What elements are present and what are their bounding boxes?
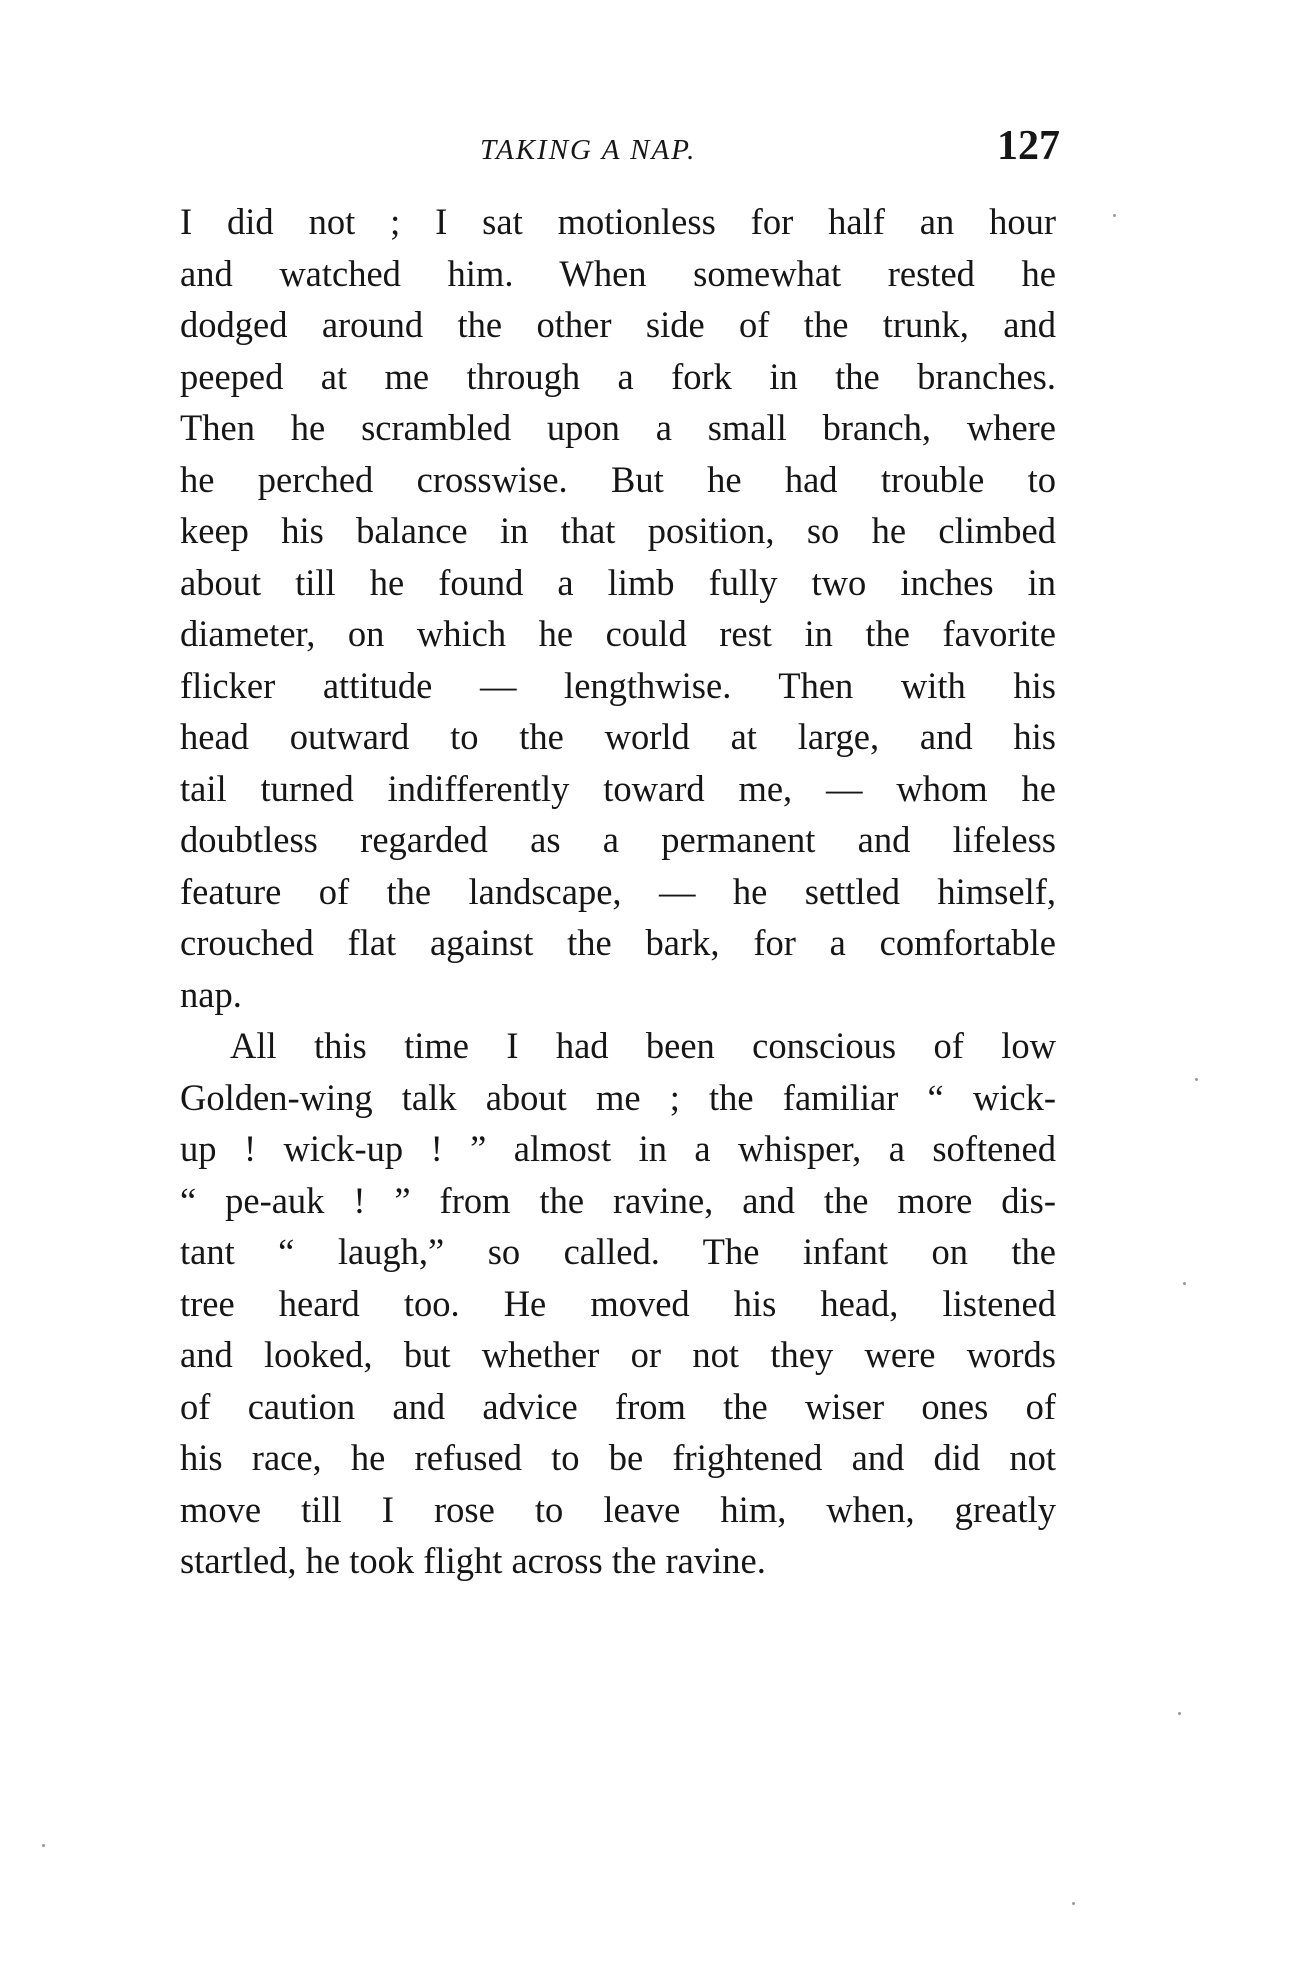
text-line: keep his balance in that position, so he climbed bbox=[180, 510, 1056, 551]
text-line: “ pe-auk ! ” from the ravine, and the more dis- bbox=[180, 1179, 1056, 1221]
paper-speck bbox=[42, 1844, 45, 1847]
text-line: head outward to the world at large, and his bbox=[180, 716, 1056, 757]
text-line: he perched crosswise. But he had trouble to bbox=[180, 458, 1056, 500]
paper-speck bbox=[1178, 1712, 1181, 1715]
text-line: Golden-wing talk about me ; the familiar “ wick- bbox=[180, 1076, 1056, 1118]
text-line: tant “ laugh,” so called. The infant on the bbox=[180, 1231, 1056, 1272]
body-text bbox=[180, 196, 1056, 1587]
text-line: doubtless regarded as a permanent and lifeless bbox=[180, 819, 1056, 860]
text-line: of caution and advice from the wiser ones of bbox=[180, 1385, 1056, 1427]
text-line: dodged around the other side of the trunk, and bbox=[180, 304, 1056, 345]
text-line: feature of the landscape, — he settled himself, bbox=[180, 870, 1056, 912]
text-line: flicker attitude — lengthwise. Then with his bbox=[180, 664, 1056, 706]
text-line: and looked, but whether or not they were words bbox=[180, 1334, 1056, 1375]
text-line: his race, he refused to be frightened and did not bbox=[180, 1437, 1056, 1478]
paper-speck bbox=[1072, 1902, 1075, 1905]
running-title: TAKING A NAP. bbox=[480, 134, 697, 166]
text-line: startled, he took flight across the ravine. bbox=[180, 1540, 766, 1581]
text-line: diameter, on which he could rest in the favorite bbox=[180, 613, 1056, 654]
page-number: 127 bbox=[997, 123, 1060, 169]
text-line: and watched him. When somewhat rested he bbox=[180, 252, 1056, 294]
paper-speck bbox=[1113, 214, 1116, 217]
paper-speck bbox=[1183, 1282, 1186, 1285]
text-line: up ! wick-up ! ” almost in a whisper, a softened bbox=[180, 1128, 1056, 1169]
running-head bbox=[180, 122, 1060, 182]
text-line: Then he scrambled upon a small branch, where bbox=[180, 407, 1056, 448]
text-line: tail turned indifferently toward me, — whom he bbox=[180, 767, 1056, 809]
text-line: peeped at me through a fork in the branches. bbox=[180, 355, 1056, 397]
text-line: All this time I had been conscious of low bbox=[230, 1025, 1056, 1066]
text-line: crouched flat against the bark, for a comfortable bbox=[180, 922, 1056, 963]
text-line: nap. bbox=[180, 973, 242, 1015]
text-line: tree heard too. He moved his head, listened bbox=[180, 1282, 1056, 1324]
text-line: move till I rose to leave him, when, greatly bbox=[180, 1488, 1056, 1530]
text-line: about till he found a limb fully two inches in bbox=[180, 561, 1056, 603]
paper-speck bbox=[1195, 1078, 1198, 1081]
text-line: I did not ; I sat motionless for half an hour bbox=[180, 201, 1056, 242]
paragraph-2 bbox=[180, 1020, 1056, 1587]
paragraph-1 bbox=[180, 196, 1056, 1020]
